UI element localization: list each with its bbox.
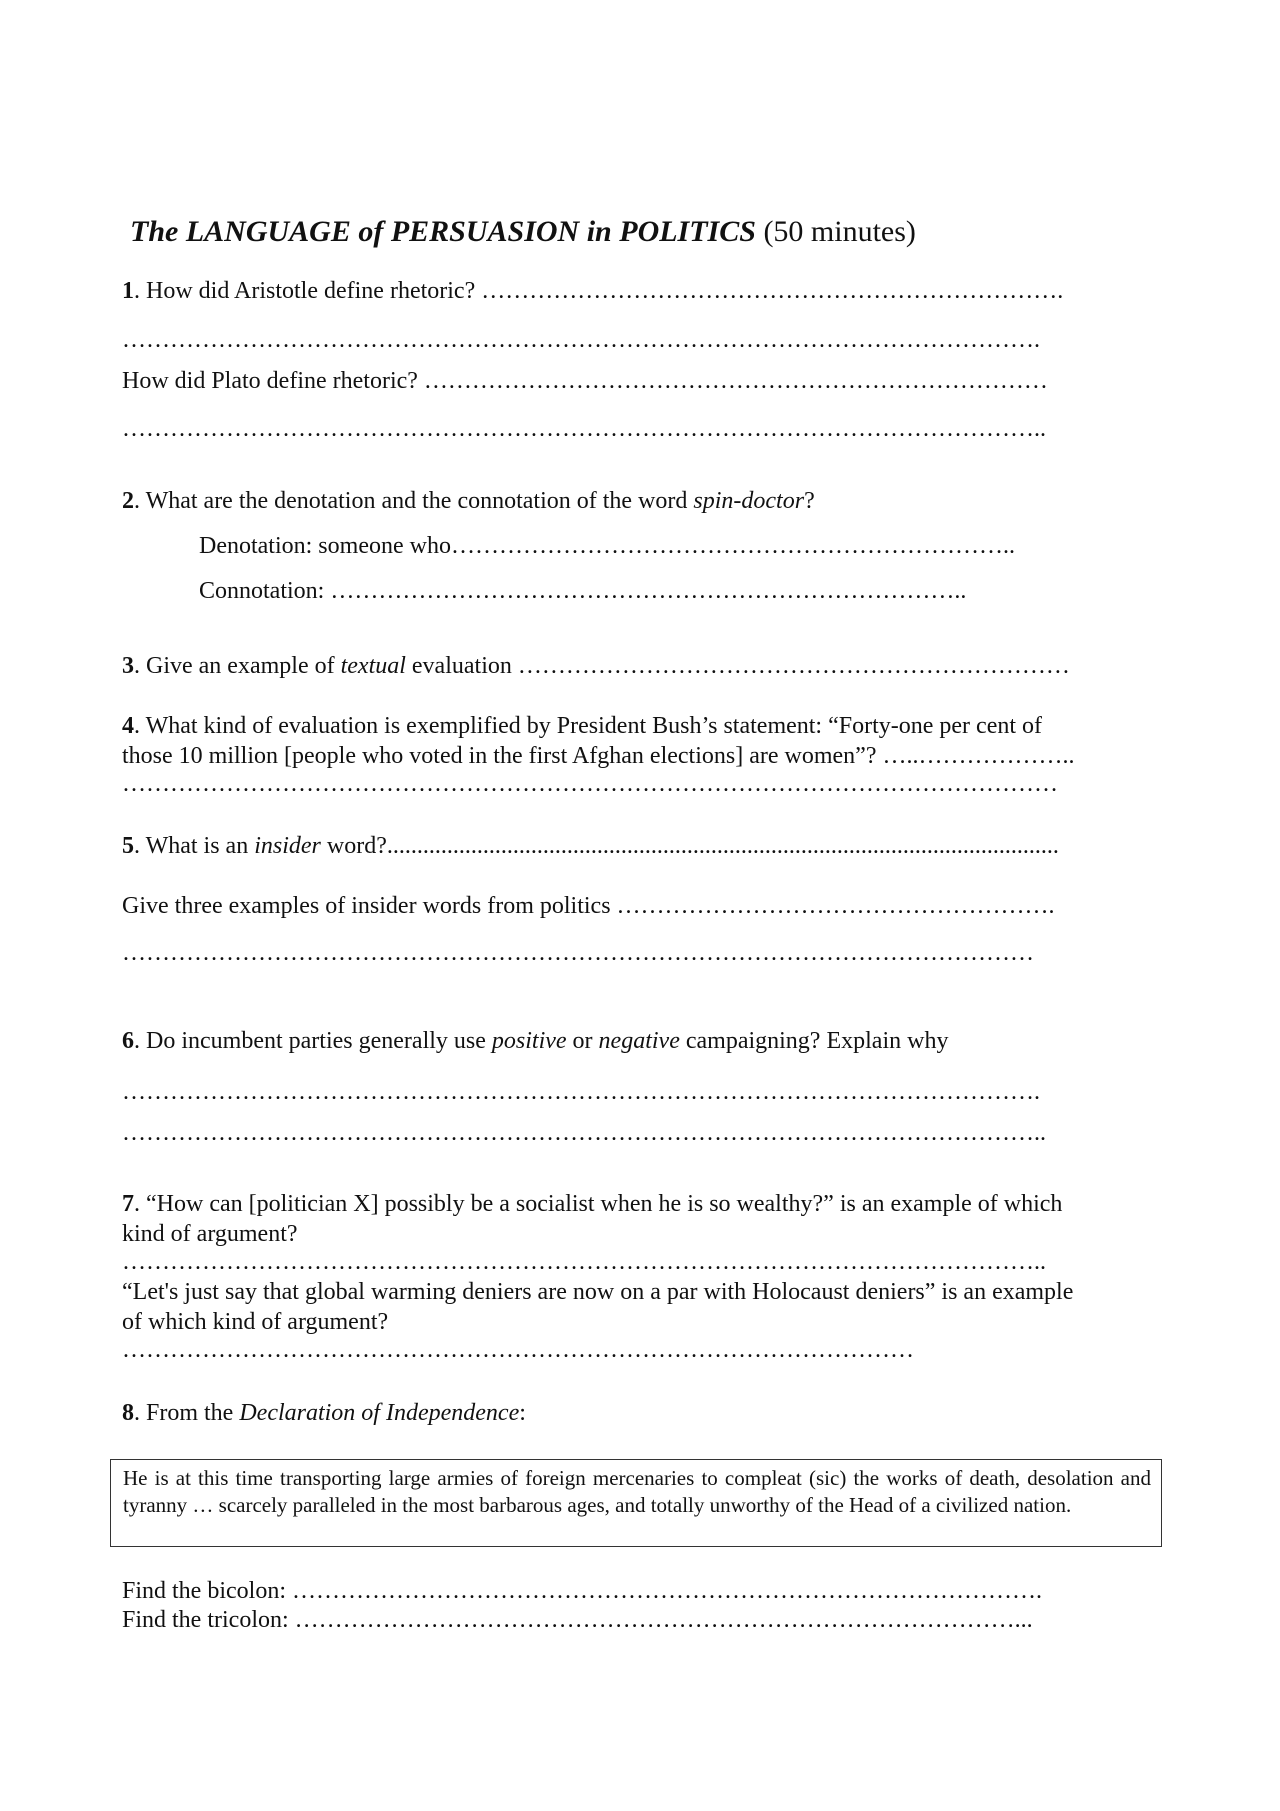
q4-answer-line[interactable]: ……………………………………………………………………………………………………… [122, 771, 1058, 797]
q6-answer-line-2[interactable]: …………………………………………………………………………………………………….. [122, 1120, 1046, 1146]
declaration-quote: He is at this time transporting large armies of foreign mercenaries to compleat (sic) the works of death, desolation and tyranny … scarcely paralleled in the most barbarous ages, and totally unworthy of the Head of a civilized nation. [123, 1466, 1151, 1517]
q7-answer-line-1[interactable]: …………………………………………………………………………………………………….. [122, 1249, 1046, 1275]
q1-answer-line-1[interactable]: ………………………………………………………………. [481, 278, 1064, 304]
q7-question-line-4: of which kind of argument? [122, 1309, 389, 1335]
q4-question-line-2: those 10 million [people who voted in the first Afghan elections] are women”? …..……………….. [122, 743, 1075, 769]
q3-term: textual [340, 653, 406, 679]
q8-tricolon-line[interactable]: Find the tricolon: ………………………………………………………………………………... [122, 1607, 1033, 1633]
q1-answer-line-2[interactable]: ……………………………………………………………………………………………………. [122, 327, 1040, 353]
worksheet-title [130, 214, 916, 250]
q5-question [122, 831, 1059, 861]
q4-line-1: . What kind of evaluation is exemplified by President Bush’s statement: “Forty-one per cent of [134, 713, 1043, 739]
q7-question-line-2: kind of argument? [122, 1221, 298, 1247]
q2-connotation-line[interactable]: Connotation: …………………………………………………………………….. [199, 578, 967, 604]
title-duration: (50 minutes) [755, 215, 916, 248]
q4-number: 4 [122, 713, 134, 739]
q1-text: . How did Aristotle define rhetoric? [134, 278, 482, 304]
q5-number: 5 [122, 833, 134, 859]
q3-question [122, 651, 1070, 681]
q3-answer-line[interactable]: …………………………………………………………… [517, 653, 1070, 679]
q7-answer-line-2[interactable]: ……………………………………………………………………………………… [122, 1337, 914, 1363]
q5-text-before: . What is an [134, 833, 255, 859]
declaration-quote-box [110, 1459, 1162, 1547]
q6-term-negative: negative [598, 1028, 680, 1054]
q8-text-after: : [519, 1400, 526, 1426]
q5-examples-text: Give three examples of insider words from politics [122, 893, 617, 919]
q1-plato [122, 366, 1048, 396]
q6-answer-line-1[interactable]: ……………………………………………………………………………………………………. [122, 1079, 1040, 1105]
q6-term-positive: positive [491, 1028, 567, 1054]
q1-answer-line-4[interactable]: …………………………………………………………………………………………………….. [122, 416, 1046, 442]
q6-text-before: . Do incumbent parties generally use [134, 1028, 492, 1054]
q3-number: 3 [122, 653, 134, 679]
q1-answer-line-3[interactable]: …………………………………………………………………… [423, 368, 1048, 394]
q5-text-after: word? [320, 833, 387, 859]
q2-term: spin-doctor [693, 488, 805, 514]
q5-term: insider [254, 833, 321, 859]
q6-text-after: campaigning? Explain why [679, 1028, 949, 1054]
q5-answer-line-2[interactable]: ………………………………………………. [616, 893, 1055, 919]
q7-question-line-3: “Let's just say that global warming deniers are now on a par with Holocaust deniers” is an example [122, 1279, 1074, 1305]
title-main: The LANGUAGE of PERSUASION in POLITICS [130, 215, 756, 248]
q6-number: 6 [122, 1028, 134, 1054]
q8-bicolon-line[interactable]: Find the bicolon: …………………………………………………………………………………. [122, 1578, 1042, 1604]
q2-denotation-line[interactable]: Denotation: someone who…………………………………………………………….. [199, 533, 1015, 559]
q2-question [122, 486, 815, 516]
q8-question [122, 1398, 526, 1428]
q1-aristotle [122, 276, 1063, 306]
q8-term: Declaration of Independence [239, 1400, 520, 1426]
q2-text-after: ? [804, 488, 815, 514]
q5-answer-line[interactable]: ................................................................................................................ [386, 833, 1059, 859]
q1-number: 1 [122, 278, 134, 304]
q8-number: 8 [122, 1400, 134, 1426]
q7-question-line-1 [122, 1189, 1062, 1219]
q8-text-before: . From the [134, 1400, 240, 1426]
q3-text-after: evaluation [405, 653, 518, 679]
q2-number: 2 [122, 488, 134, 514]
q7-line-1: . “How can [politician X] possibly be a socialist when he is so wealthy?” is an example of which [134, 1191, 1063, 1217]
q5-answer-line-3[interactable]: …………………………………………………………………………………………………… [122, 940, 1034, 966]
q4-question-line-1 [122, 711, 1042, 741]
q6-question [122, 1026, 948, 1056]
q2-text-before: . What are the denotation and the connotation of the word [134, 488, 694, 514]
q1-plato-text: How did Plato define rhetoric? [122, 368, 424, 394]
q7-number: 7 [122, 1191, 134, 1217]
q5-examples [122, 891, 1055, 921]
q3-text-before: . Give an example of [134, 653, 341, 679]
q6-text-mid: or [566, 1028, 599, 1054]
